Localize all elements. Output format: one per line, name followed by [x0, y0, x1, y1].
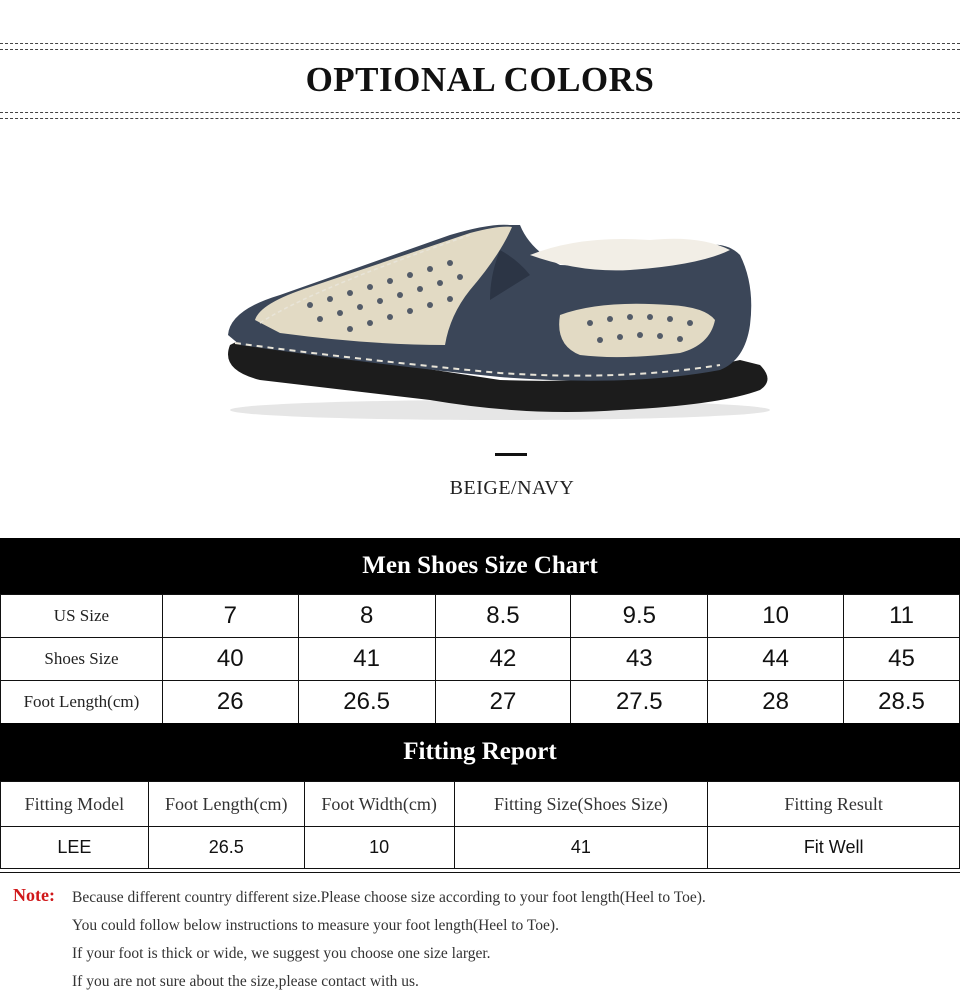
- fitting-report-table: [0, 781, 960, 869]
- top-dashed-line-2: [0, 49, 960, 50]
- bottom-dashed-line-1: [0, 112, 960, 113]
- fitting-report-title: Fitting Report: [403, 738, 557, 765]
- table-cell: 9.5: [571, 595, 708, 638]
- note-section: [0, 872, 960, 1002]
- table-cell: 7: [162, 595, 298, 638]
- table-row: [1, 638, 960, 681]
- column-header: Fitting Size(Shoes Size): [454, 782, 708, 827]
- table-cell: 11: [844, 595, 960, 638]
- table-row: [1, 681, 960, 724]
- table-cell: 41: [454, 827, 708, 869]
- table-cell: 28: [708, 681, 844, 724]
- note-label: Note:: [13, 885, 55, 905]
- table-cell: 8.5: [435, 595, 571, 638]
- section-title: OPTIONAL COLORS: [305, 60, 655, 99]
- table-cell: 28.5: [844, 681, 960, 724]
- loafer-icon: [200, 195, 780, 445]
- column-header: Fitting Result: [708, 782, 960, 827]
- table-cell: 42: [435, 638, 571, 681]
- table-cell: 27.5: [571, 681, 708, 724]
- table-cell: LEE: [1, 827, 149, 869]
- color-name-label: BEIGE/NAVY: [449, 477, 575, 499]
- color-swatch-dash: [495, 453, 527, 456]
- table-cell: 43: [571, 638, 708, 681]
- table-cell: 40: [162, 638, 298, 681]
- shoe-image: [200, 195, 780, 445]
- table-cell: 41: [298, 638, 435, 681]
- table-cell: Fit Well: [708, 827, 960, 869]
- size-chart-title: Men Shoes Size Chart: [362, 552, 598, 579]
- table-cell: 10: [304, 827, 454, 869]
- table-cell: 26: [162, 681, 298, 724]
- row-label: US Size: [1, 595, 163, 638]
- top-dashed-line-1: [0, 43, 960, 44]
- column-header: Foot Length(cm): [148, 782, 304, 827]
- table-cell: 26.5: [298, 681, 435, 724]
- table-cell: 8: [298, 595, 435, 638]
- fitting-report-title-bar: [0, 723, 960, 781]
- size-chart-title-bar: [0, 538, 960, 594]
- note-line: If your foot is thick or wide, we suggest you choose one size larger.: [72, 945, 491, 962]
- table-cell: 27: [435, 681, 571, 724]
- column-header: Foot Width(cm): [304, 782, 454, 827]
- column-header: Fitting Model: [1, 782, 149, 827]
- table-cell: 26.5: [148, 827, 304, 869]
- table-cell: 10: [708, 595, 844, 638]
- table-header-row: [1, 782, 960, 827]
- table-cell: 44: [708, 638, 844, 681]
- table-cell: 45: [844, 638, 960, 681]
- note-line: You could follow below instructions to measure your foot length(Heel to Toe).: [72, 917, 559, 934]
- note-line: Because different country different size.Please choose size according to your foot length(Heel to Toe).: [72, 889, 706, 906]
- table-row: [1, 827, 960, 869]
- table-row: [1, 595, 960, 638]
- bottom-dashed-line-2: [0, 118, 960, 119]
- row-label: Foot Length(cm): [1, 681, 163, 724]
- row-label: Shoes Size: [1, 638, 163, 681]
- note-line: If you are not sure about the size,please contact with us.: [72, 973, 419, 990]
- size-chart-table: [0, 594, 960, 724]
